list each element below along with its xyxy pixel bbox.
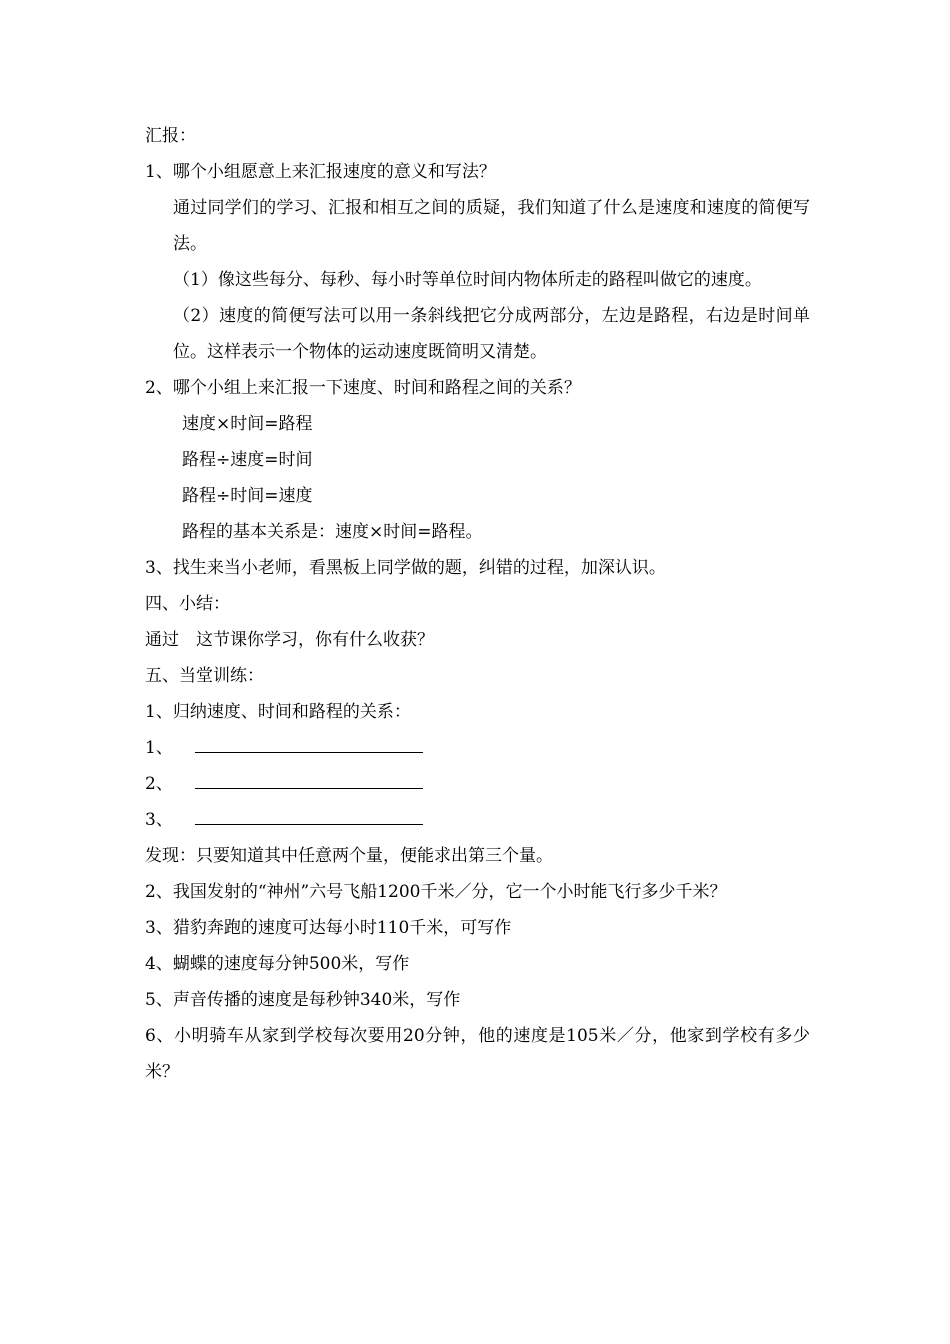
blank-number: 3、	[145, 810, 173, 830]
practice-3: 3、猎豹奔跑的速度可达每小时110千米，可写作	[145, 918, 512, 938]
formula-distance: 速度×时间=路程	[182, 414, 313, 434]
practice-2: 2、我国发射的“神州”六号飞船1200千米／分，它一个小时能飞行多少千米？	[145, 882, 727, 902]
practice-6: 6、小明骑车从家到学校每次要用20分钟，他的速度是105米／分，他家到学校有多少米？	[145, 1026, 810, 1082]
paragraph-summary: 通过同学们的学习、汇报和相互之间的质疑，我们知道了什么是速度和速度的简便写法。	[173, 198, 810, 254]
blank-number: 1、	[145, 738, 173, 758]
blank-number: 2、	[145, 774, 173, 794]
practice-4: 4、蝴蝶的速度每分钟500米，写作	[145, 954, 410, 974]
document-body	[145, 118, 810, 1090]
formula-time: 路程÷速度=时间	[182, 450, 313, 470]
answer-blank	[195, 730, 423, 753]
answer-blank	[195, 766, 423, 789]
section-heading-summary: 四、小结：	[145, 594, 230, 614]
practice-5: 5、声音传播的速度是每秒钟340米，写作	[145, 990, 461, 1010]
question-3: 3、找生来当小老师，看黑板上同学做的题，纠错的过程，加深认识。	[145, 558, 666, 578]
question-1: 1、哪个小组愿意上来汇报速度的意义和写法？	[145, 162, 496, 182]
section-heading-report: 汇报：	[145, 126, 196, 146]
section-heading-practice: 五、当堂训练：	[145, 666, 264, 686]
formula-speed: 路程÷时间=速度	[182, 486, 313, 506]
practice-1: 1、归纳速度、时间和路程的关系：	[145, 702, 411, 722]
definition-speed: （1）像这些每分、每秒、每小时等单位时间内物体所走的路程叫做它的速度。	[173, 270, 762, 290]
blank-line-1	[145, 730, 810, 766]
formula-basic-relation: 路程的基本关系是：速度×时间=路程。	[182, 522, 483, 542]
answer-blank	[195, 802, 423, 825]
discovery: 发现：只要知道其中任意两个量，便能求出第三个量。	[145, 846, 553, 866]
blank-line-3	[145, 802, 810, 838]
blank-line-2	[145, 766, 810, 802]
question-2: 2、哪个小组上来汇报一下速度、时间和路程之间的关系？	[145, 378, 581, 398]
definition-notation: （2）速度的简便写法可以用一条斜线把它分成两部分，左边是路程，右边是时间单位。这样表示一个物体的运动速度既简明又清楚。	[173, 306, 810, 362]
summary-question: 通过 这节课你学习，你有什么收获？	[145, 630, 434, 650]
